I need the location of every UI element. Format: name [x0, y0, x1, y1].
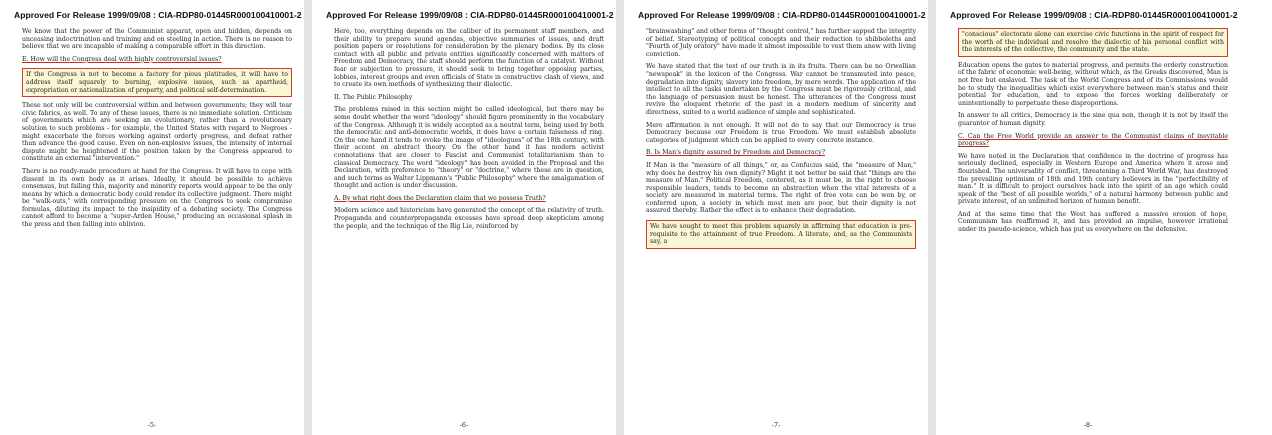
paragraph: We have noted in the Declaration that confidence in the doctrine of progress has seriously declined, especially in Western Europe and America where it arose and flourished. The universality of conflict, threatening a Third World War, has destroyed the prevailing optimism of 18th and 19th century believers in the "perfectibility of man." It is difficult to project ourselves back into the spirit of an age which could speak of the "best of all possible worlds," of a natural harmony between public and private interest, of an unlimited horizon of human benefit. [958, 152, 1228, 206]
section-heading-c: C. Can the Free World provide an answer to the Communist claims of inevitable progress? [958, 132, 1228, 148]
highlighted-passage-box: If the Congress is not to become a factory for pious platitudes, it will have to address itself squarely to burning, explosive issues, such as apartheid, expropriation or nationalization of property, and political self-determination. [22, 68, 292, 97]
page-gap [928, 0, 936, 435]
release-header: Approved For Release 1999/09/08 : CIA-RDP80-01445R000100410001-2 [326, 10, 614, 20]
document-page-5 [0, 0, 304, 435]
release-header: Approved For Release 1999/09/08 : CIA-RDP80-01445R000100410001-2 [638, 10, 926, 20]
page-body [22, 28, 292, 415]
document-page-6 [312, 0, 616, 435]
page-number: -7- [771, 421, 781, 429]
section-heading-public-philosophy: II. The Public Philosophy [334, 93, 413, 101]
paragraph: These not only will be controversial within and between governments; they will tear civic fabrics, as well. To any of these issues, there is no immediate solution. Criticism of governments which are seeking an evolutionary, rather than a revolutionary solution to such problems - for example, the United States with regard to Negroes - might exacerbate the forces working against orderly progress, and defeat rather than advance the good cause. Even on non-explosive issues, the intensity of internal dispute might be heightened if the position taken by the Congress appeared to constitute an external "intervention." [22, 102, 292, 163]
page-number: -6- [459, 421, 469, 429]
paragraph: There is no ready-made procedure at hand for the Congress. It will have to cope with dissent in its own body as it arises. Ideally, it should be possible to achieve consensus, but failing this, majority and minority reports would appear to be the only means by which a democratic body could render its collective judgment. There might be "walk-outs," with corresponding pressure on the Congress to seek compromise formulas, diluting its impact to the insipidity of a debating society. The Congress cannot afford to become a "super-Arden House," producing an occasional splash in the press and then falling into oblivion. [22, 167, 292, 229]
paragraph: If Man is the "measure of all things," or, as Confucius said, the "measure of Man," why does he destroy his own dignity? Might it not better be said that "things are the measure of Man." Political Freedom, centered, as it must be, in the right to choose responsible leaders, tends to become an abstraction when the vital interests of a society are measured in material terms. The right of free vote can be won by, or conferred upon, a society in which most men are poor, but their dignity is not assured thereby. Rather the effect is to enhance their degradation. [646, 161, 916, 215]
page-number: -8- [1083, 421, 1093, 429]
highlighted-passage-box: "conscious" electorate alone can exercise civic functions in the spirit of respect for the worth of the individual and resolve the dialectic of his personal conflict with the interests of the collective, the community and the state. [958, 28, 1228, 57]
section-heading-e: E. How will the Congress deal with highly controversial issues? [22, 55, 222, 63]
page-gap [616, 0, 624, 435]
paragraph: Mere affirmation is not enough. It will not do to say that our Democracy is true Democracy because our Freedom is true Freedom. We must establish absolute categories of judgment which can be applied to every concrete instance. [646, 121, 916, 144]
release-header: Approved For Release 1999/09/08 : CIA-RDP80-01445R000100410001-2 [950, 10, 1238, 20]
section-heading-b: B. Is Man's dignity assured by Freedom and Democracy? [646, 149, 826, 157]
paragraph: In answer to all critics, Democracy is the sine qua non, though it is not by itself the guarantor of human dignity. [958, 112, 1228, 127]
paragraph: "brainwashing" and other forms of "thought control," has further sapped the integrity of belief. Stereotyping of political concepts and their reduction to shibboleths and "Fourth of July oratory" have made it almost impossible to vest them anew with living conviction. [646, 28, 916, 58]
paragraph: We have stated that the test of our truth is in its fruits. There can be no Orwellian "newspeak" in the lexicon of the Congress. War cannot be transmuted into peace, degradation into dignity, slavery into freedom, by mere words. The application of the intellect to all the tasks undertaken by the Congress must be rigorously critical, and the language of persuasion must be honest. The utterances of the Congress must revive the eloquent rhetoric of the past in a modern medium of sincerity and directness, suited to a world audience of simple and sophisticated. [646, 63, 916, 116]
section-heading-a: A. By what right does the Declaration claim that we possess Truth? [334, 194, 546, 202]
paragraph: And at the same time that the West has suffered a massive erosion of hope, Communism has reaffirmed it, and has provided an impulse, however irrational under its pseudo-science, which has put us everywhere on the defensive. [958, 210, 1228, 234]
page-number: -5- [147, 421, 157, 429]
page-body [334, 28, 604, 415]
page-body [646, 28, 916, 415]
paragraph: Here, too, everything depends on the caliber of its permanent staff members, and their ability to prepare sound agendas, objective summaries of issues, and draft position papers or resolutions for consideration by the plenary bodies. By its close contact with all public and private entities significantly concerned with matters of Freedom and Democracy, the staff should perform the function of a catalyst. Without fear or subjection to pressure, it should seek to bring together opposing parties, lobbies, interest groups and even officials of State in constructive clash of views, and to create its own methods of synthesizing their dialectic. [334, 28, 604, 89]
highlighted-passage-box: We have sought to meet this problem squarely in affirming that education is pre-requisite to the attainment of true Freedom. A literate, and, as the Communists say, a [646, 220, 916, 249]
paragraph: The problems raised in this section might be called ideological, but there may be some doubt whether the word "ideology" should figure prominently in the vocabulary of the Congress. Although it is widely accepted as a neutral term, being used by both the democratic and anti-democratic worlds, it does have a certain falseness of ring. On the one hand it tends to evoke the image of "ideologues" of the 18th century, with their accent on abstract theory. On the other hand it has modern activist connotations that are closer to Fascist and Communist totalitarianism than to classical Democracy. The word "ideology" has been avoided in the Proposal and the Declaration, with preference to "theory" or "doctrine," where these are in question, and such terms as Walter Lippmann's "Public Philosophy" where the amalgamation of thought and action is under discussion. [334, 106, 604, 190]
paragraph: We know that the power of the Communist apparat, open and hidden, depends on unceasing indoctrination and training and on steeling in action. There is no reason to believe that we are incapable of making a comparable effort in this direction. [22, 28, 292, 51]
document-page-8 [936, 0, 1272, 435]
paragraph: Modern science and historicism have generated the concept of the relativity of truth. Propaganda and counterpropaganda excesses have spread deep skepticism among the people, and the technique of the Big Lie, reinforced by [334, 207, 604, 230]
page-gap [304, 0, 312, 435]
page-body [958, 28, 1228, 415]
paragraph: Education opens the gates to material progress, and permits the orderly construction of the fabric of economic well-being, without which, as the Greeks discovered, Man is not free but enslaved. The task of the World Congress and of its Commissions would be to study the inequalities which exist everywhere between man's status and their potential for education, and to expose the forces working deliberately or unintentionally to perpetuate these disproportions. [958, 61, 1228, 107]
release-header: Approved For Release 1999/09/08 : CIA-RDP80-01445R000100410001-2 [14, 10, 302, 20]
document-page-7 [624, 0, 928, 435]
